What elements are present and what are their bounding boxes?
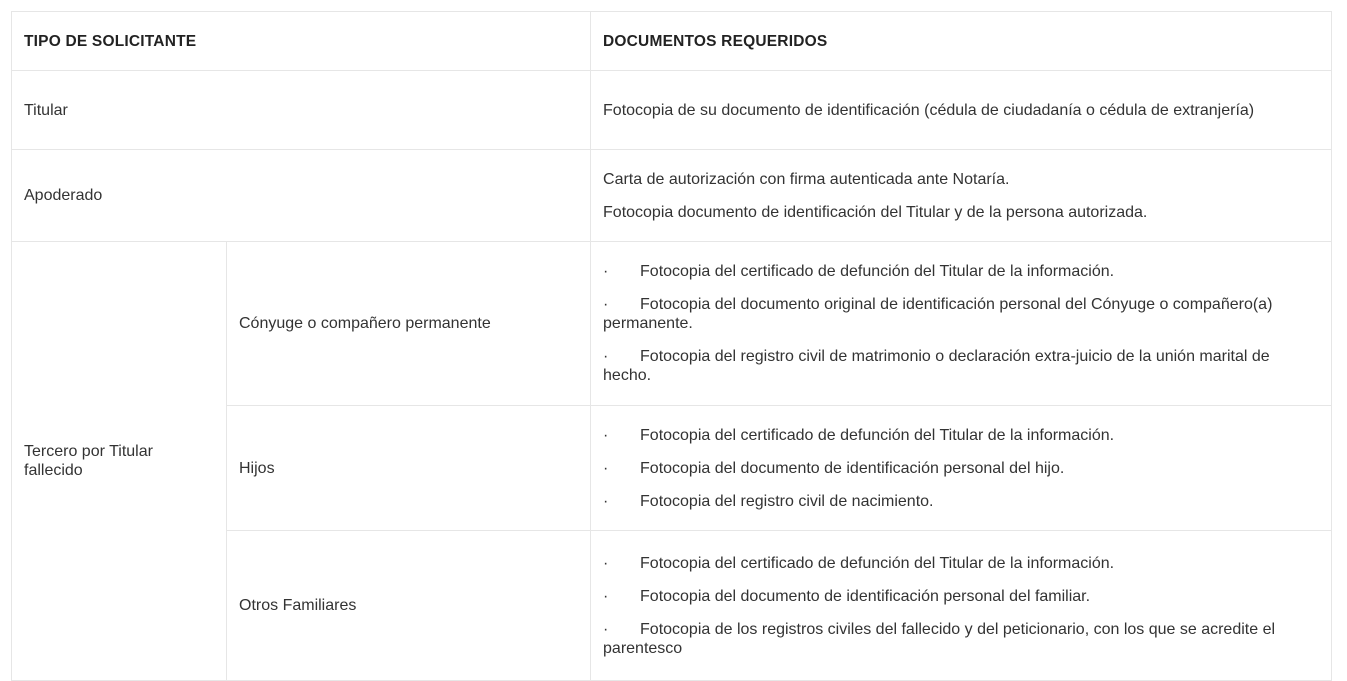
cell-hijos-label: Hijos: [227, 406, 591, 531]
cell-hijos-docs: [591, 406, 1332, 531]
bullet-dot: ·: [603, 620, 609, 638]
doc-item: Carta de autorización con firma autenticada ante Notaría.: [603, 170, 1010, 188]
doc-text: Fotocopia del documento original de identificación personal del Cónyuge o compañero(a) permanente.: [603, 296, 1273, 332]
bullet-dot: ·: [603, 426, 609, 444]
table-row-conyuge: [12, 242, 1332, 406]
doc-bullet-item: [603, 347, 1319, 385]
doc-text: Fotocopia del registro civil de matrimonio o declaración extra-juicio de la unión marital de hecho.: [603, 348, 1270, 384]
bullet-dot: ·: [603, 492, 609, 510]
header-documentos-requeridos: DOCUMENTOS REQUERIDOS: [591, 12, 1332, 71]
doc-item: Fotocopia de su documento de identificación (cédula de ciudadanía o cédula de extranjería): [603, 101, 1255, 119]
table-header-row: [12, 12, 1332, 71]
table-row-apoderado: [12, 150, 1332, 242]
doc-item: Fotocopia documento de identificación del Titular y de la persona autorizada.: [603, 203, 1148, 221]
bullet-dot: ·: [603, 263, 609, 280]
bullet-dot: ·: [603, 296, 609, 313]
cell-apoderado-docs: [591, 150, 1332, 242]
doc-bullet-item: [603, 295, 1319, 333]
header-tipo-solicitante: TIPO DE SOLICITANTE: [12, 12, 591, 71]
doc-bullet-item: [603, 426, 1319, 445]
doc-bullet-item: [603, 620, 1319, 658]
doc-text: Fotocopia de los registros civiles del fallecido y del peticionario, con los que se acredite el parentesco: [603, 620, 1276, 657]
cell-conyuge-docs: [591, 242, 1332, 406]
cell-apoderado-label: Apoderado: [12, 150, 591, 242]
cell-otros-label: Otros Familiares: [227, 531, 591, 681]
cell-otros-docs: [591, 531, 1332, 681]
table-row-titular: [12, 71, 1332, 150]
doc-bullet-item: [603, 587, 1319, 606]
doc-text: Fotocopia del documento de identificación personal del hijo.: [640, 459, 1065, 477]
doc-bullet-item: [603, 262, 1319, 281]
cell-tercero-label: Tercero por Titular fallecido: [12, 242, 227, 681]
doc-bullet-item: [603, 459, 1319, 478]
doc-text: Fotocopia del certificado de defunción del Titular de la información.: [640, 426, 1115, 444]
doc-bullet-item: [603, 492, 1319, 511]
bullet-dot: ·: [603, 554, 609, 572]
doc-text: Fotocopia del certificado de defunción del Titular de la información.: [640, 263, 1115, 280]
bullet-dot: ·: [603, 348, 609, 365]
cell-titular-docs: [591, 71, 1332, 150]
cell-titular-label: Titular: [12, 71, 591, 150]
doc-text: Fotocopia del registro civil de nacimiento.: [640, 492, 934, 510]
doc-text: Fotocopia del certificado de defunción del Titular de la información.: [640, 554, 1115, 572]
doc-text: Fotocopia del documento de identificación personal del familiar.: [640, 587, 1091, 605]
bullet-dot: ·: [603, 459, 609, 477]
requirements-table-container: [11, 11, 1331, 681]
doc-bullet-item: [603, 554, 1319, 573]
bullet-dot: ·: [603, 587, 609, 605]
cell-conyuge-label: Cónyuge o compañero permanente: [227, 242, 591, 406]
requirements-table: [11, 11, 1332, 681]
